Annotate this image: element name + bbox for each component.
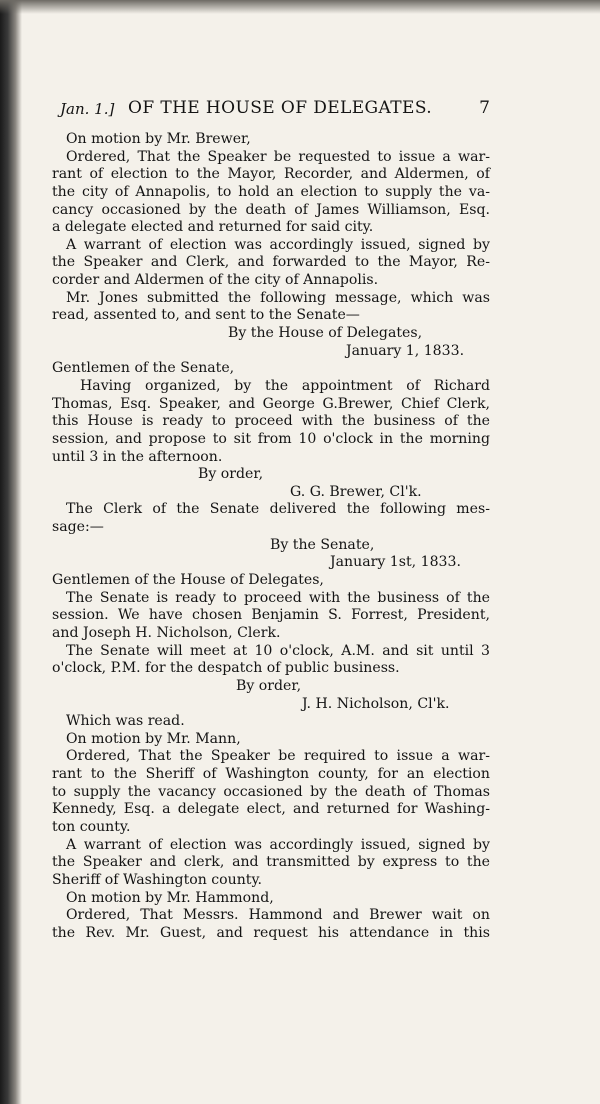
text-line: o'clock, P.M. for the despatch of public business. [52,660,400,677]
text-line: Which was read. [66,713,185,730]
signature: J. H. Nicholson, Cl'k. [302,695,450,712]
text-line: Sheriff of Washington county. [52,871,263,888]
text-line: Ordered, That Messrs. Hammond and Brewer wait on [66,907,490,924]
text-line: The Clerk of the Senate delivered the following mes- [66,501,490,518]
dateline-place: By the Senate, [270,536,375,553]
running-head-date: Jan. 1.] [60,100,115,118]
text-line: to supply the vacancy occasioned by the death of Thomas [52,783,490,800]
text-line: The Senate is ready to proceed with the business of the [66,589,490,606]
dateline-date: January 1st, 1833. [330,554,461,571]
text-line: Ordered, That the Speaker be required to issue a war- [66,748,490,765]
salutation: Gentlemen of the House of Delegates, [52,572,324,589]
text-line: Kennedy, Esq. a delegate elect, and returned for Washing- [52,801,490,818]
text-line: corder and Aldermen of the city of Annapolis. [52,272,379,289]
body-text [52,131,490,942]
text-line: read, assented to, and sent to the Senate— [52,307,360,324]
page-left-shadow [0,0,22,1104]
text-line: The Senate will meet at 10 o'clock, A.M. and sit until 3 [66,642,490,659]
text-line: rant of election to the Mayor, Recorder, and Aldermen, of [52,166,490,183]
text-line: Ordered, That the Speaker be requested to issue a war- [66,148,490,165]
text-line: a delegate elected and returned for said city. [52,219,374,236]
text-line: Thomas, Esq. Speaker, and George G.Brewer, Chief Clerk, [52,395,490,412]
running-head [60,98,490,122]
text-line: On motion by Mr. Hammond, [66,889,274,906]
text-line: rant to the Sheriff of Washington county, for an election [52,766,490,783]
text-line: session. We have chosen Benjamin S. Forrest, President, [52,607,490,624]
signature: G. G. Brewer, Cl'k. [290,483,422,500]
running-head-title: OF THE HOUSE OF DELEGATES. [128,98,433,118]
text-line: the Speaker and Clerk, and forwarded to the Mayor, Re- [52,254,490,271]
salutation: Gentlemen of the Senate, [52,360,235,377]
text-line: and Joseph H. Nicholson, Clerk. [52,624,281,641]
text-line: cancy occasioned by the death of James Williamson, Esq. [52,201,490,218]
text-line: Mr. Jones submitted the following message, which was [66,289,490,306]
text-line: the city of Annapolis, to hold an election to supply the va- [52,183,490,200]
text-line: the Speaker and clerk, and transmitted by express to the [52,854,490,871]
text-line: until 3 in the afternoon. [52,448,223,465]
text-line: this House is ready to proceed with the business of the [52,413,490,430]
text-line: ton county. [52,818,131,835]
text-line: On motion by Mr. Mann, [66,730,241,747]
text-line: On motion by Mr. Brewer, [66,131,251,147]
text-line: Having organized, by the appointment of Richard [80,377,490,394]
text-line: session, and propose to sit from 10 o'clock in the morning [52,430,490,447]
dateline-place: By the House of Delegates, [228,325,423,342]
text-line: the Rev. Mr. Guest, and request his attendance in this [52,924,490,941]
dateline-date: January 1, 1833. [346,342,465,359]
text-line: A warrant of election was accordingly issued, signed by [66,836,490,853]
page-number: 7 [479,98,490,118]
by-order: By order, [198,466,264,483]
by-order: By order, [236,677,302,694]
page-top-shadow [0,0,600,14]
text-line: sage:— [52,519,104,536]
text-line: A warrant of election was accordingly issued, signed by [66,236,490,253]
